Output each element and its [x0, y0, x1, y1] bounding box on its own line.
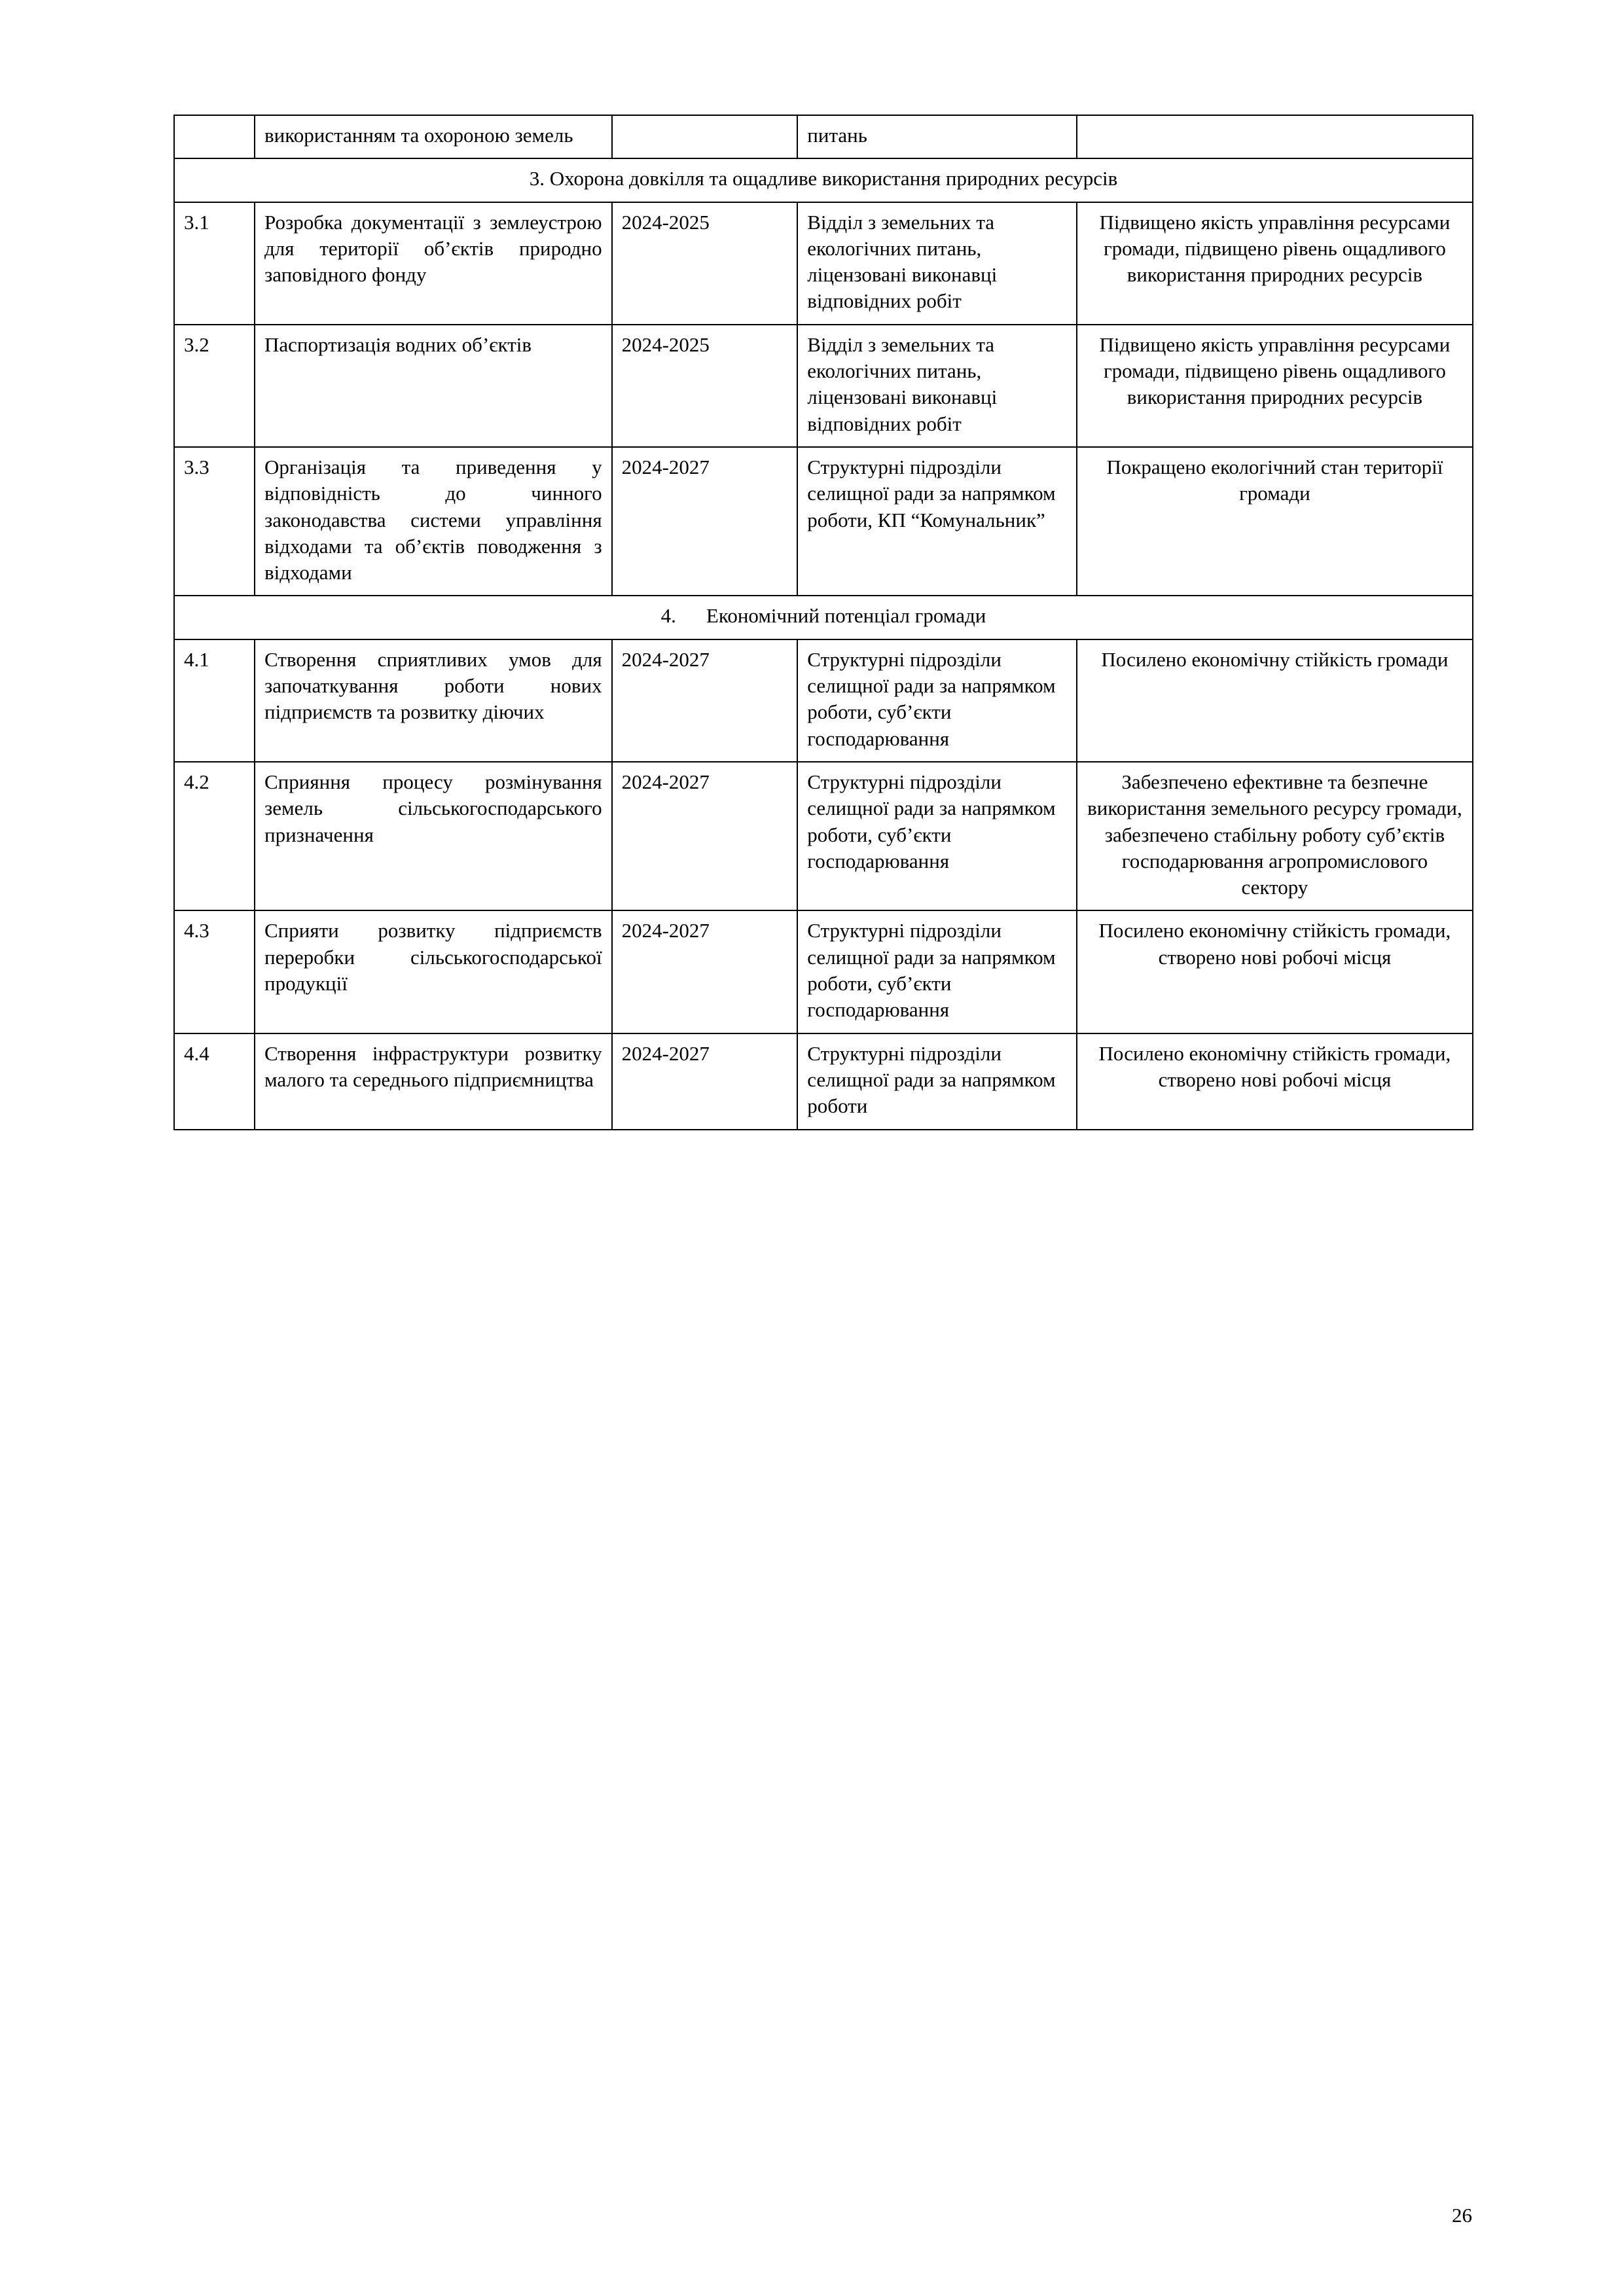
row-term: [612, 115, 798, 158]
row-term: 2024-2027: [612, 910, 798, 1033]
row-result: [1077, 115, 1473, 158]
row-result: Покращено екологічний стан території громади: [1077, 447, 1473, 596]
row-term: 2024-2027: [612, 639, 798, 762]
row-task: Розробка документації з землеустрою для території об’єктів природно заповідного фонду: [255, 202, 612, 325]
row-executors: Відділ з земельних та екологічних питань, ліцензовані виконавці відповідних робіт: [797, 202, 1077, 325]
row-result: Посилено економічну стійкість громади, створено нові робочі місця: [1077, 1033, 1473, 1130]
table-row: [174, 325, 1473, 447]
row-executors: Структурні підрозділи селищної ради за напрямком роботи, суб’єкти господарювання: [797, 762, 1077, 910]
row-number: 3.1: [174, 202, 255, 325]
table-row: [174, 202, 1473, 325]
table-row: [174, 910, 1473, 1033]
row-executors: Структурні підрозділи селищної ради за напрямком роботи, КП “Комунальник”: [797, 447, 1077, 596]
row-term: 2024-2027: [612, 762, 798, 910]
row-result: Підвищено якість управління ресурсами громади, підвищено рівень ощадливого використання природних ресурсів: [1077, 202, 1473, 325]
table-row: [174, 762, 1473, 910]
row-task: Сприяти розвитку підприємств переробки сільськогосподарської продукції: [255, 910, 612, 1033]
row-result: Посилено економічну стійкість громади, створено нові робочі місця: [1077, 910, 1473, 1033]
page-number: 26: [1452, 2204, 1472, 2227]
row-executors: Структурні підрозділи селищної ради за напрямком роботи: [797, 1033, 1077, 1130]
row-term: 2024-2025: [612, 202, 798, 325]
action-plan-table: [173, 115, 1473, 1130]
row-term: 2024-2027: [612, 447, 798, 596]
table-section-row: [174, 158, 1473, 202]
row-term: 2024-2027: [612, 1033, 798, 1130]
row-number: 4.2: [174, 762, 255, 910]
row-executors: Структурні підрозділи селищної ради за напрямком роботи, суб’єкти господарювання: [797, 639, 1077, 762]
row-result: Забезпечено ефективне та безпечне використання земельного ресурсу громади, забезпечено стабільну роботу суб’єктів господарювання агропромислового сектору: [1077, 762, 1473, 910]
table-section-row: [174, 596, 1473, 639]
row-result: Підвищено якість управління ресурсами громади, підвищено рівень ощадливого використання природних ресурсів: [1077, 325, 1473, 447]
row-executors: Відділ з земельних та екологічних питань, ліцензовані виконавці відповідних робіт: [797, 325, 1077, 447]
row-task: Створення інфраструктури розвитку малого та середнього підприємництва: [255, 1033, 612, 1130]
table-body: [174, 115, 1473, 1130]
table-row: [174, 1033, 1473, 1130]
section-heading-inner: [661, 603, 986, 629]
table-row: [174, 639, 1473, 762]
row-task: використанням та охороною земель: [255, 115, 612, 158]
row-task: Створення сприятливих умов для започаткування роботи нових підприємств та розвитку діючих: [255, 639, 612, 762]
section-number: 4.: [660, 604, 676, 628]
row-number: 4.3: [174, 910, 255, 1033]
row-number: 3.2: [174, 325, 255, 447]
table-row: [174, 115, 1473, 158]
row-number: 4.1: [174, 639, 255, 762]
section-heading: [174, 596, 1473, 639]
section-title: Економічний потенціал громади: [706, 604, 986, 628]
row-executors: Структурні підрозділи селищної ради за напрямком роботи, суб’єкти господарювання: [797, 910, 1077, 1033]
row-task: Організація та приведення у відповідність до чинного законодавства системи управління відходами та об’єктів поводження з відходами: [255, 447, 612, 596]
row-executors: питань: [797, 115, 1077, 158]
row-task: Сприяння процесу розмінування земель сільськогосподарського призначення: [255, 762, 612, 910]
row-number: 3.3: [174, 447, 255, 596]
row-result: Посилено економічну стійкість громади: [1077, 639, 1473, 762]
table-row: [174, 447, 1473, 596]
row-term: 2024-2025: [612, 325, 798, 447]
row-number: 4.4: [174, 1033, 255, 1130]
row-task: Паспортизація водних об’єктів: [255, 325, 612, 447]
section-heading: 3. Охорона довкілля та ощадливе використання природних ресурсів: [174, 158, 1473, 202]
row-number: [174, 115, 255, 158]
